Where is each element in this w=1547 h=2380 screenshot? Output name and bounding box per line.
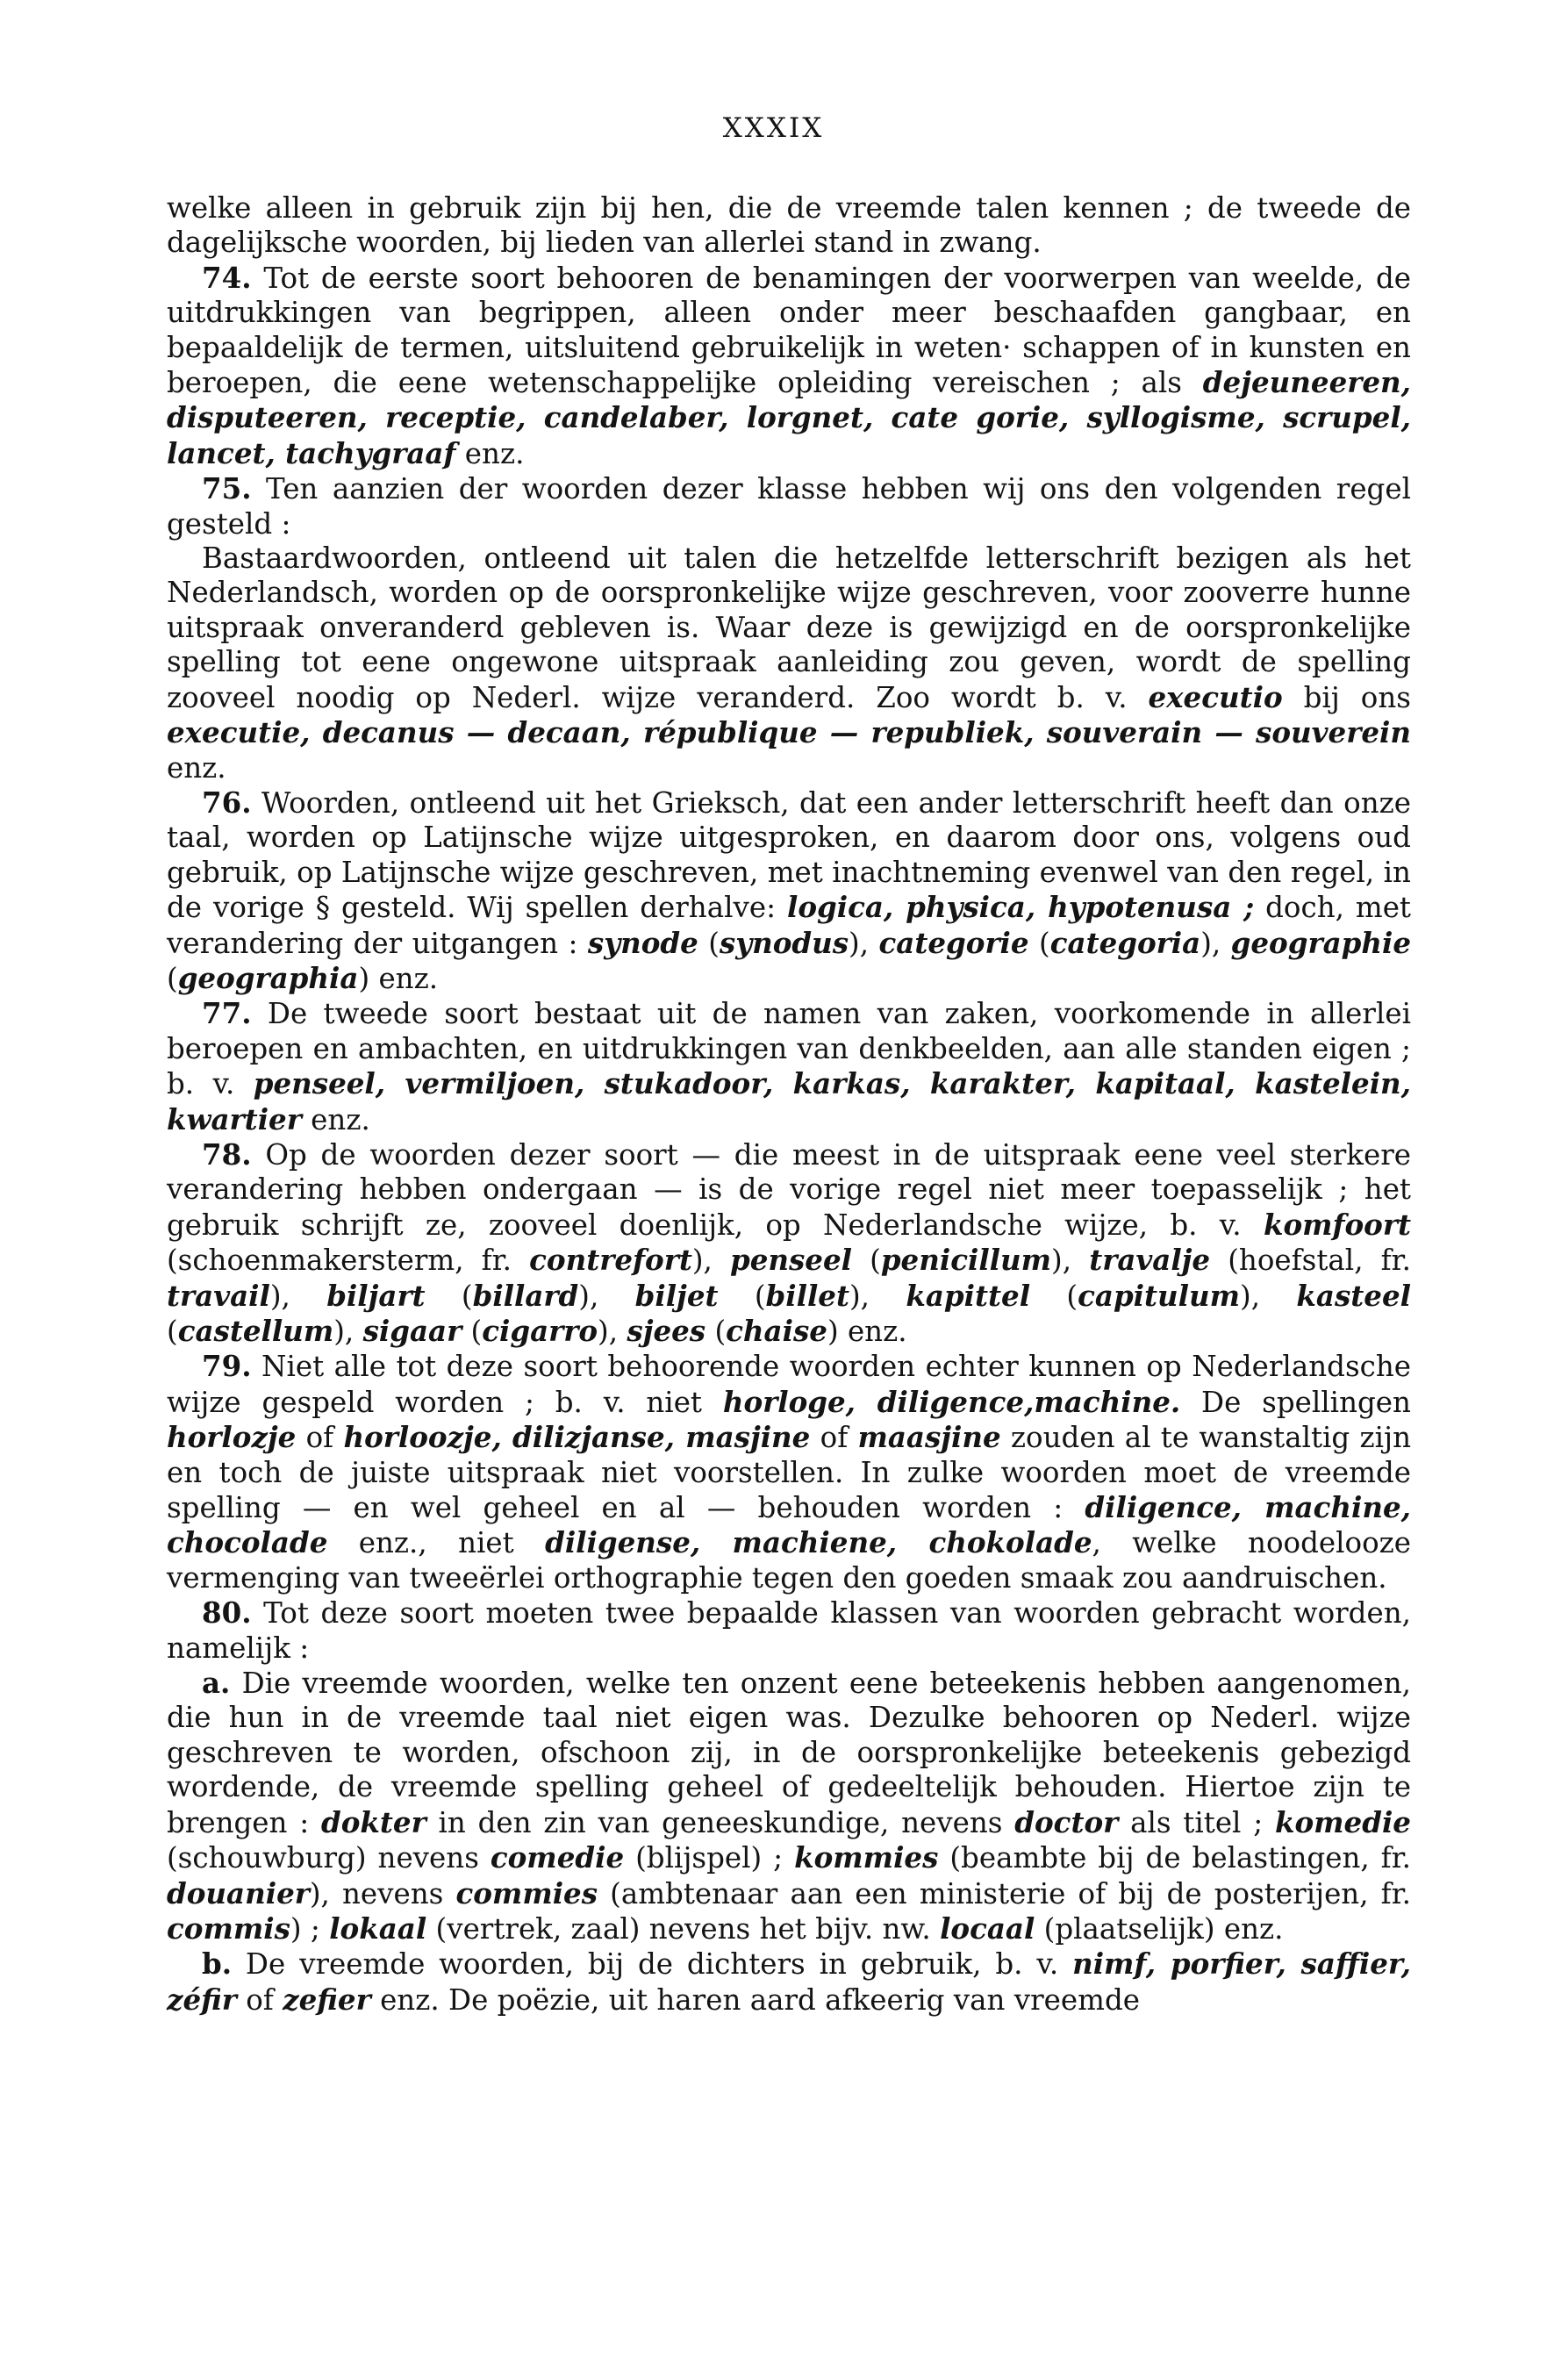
italic-term: categorie	[878, 925, 1029, 960]
italic-term: commis	[167, 1910, 290, 1946]
italic-term: kommies	[794, 1840, 939, 1875]
text-run: De spellingen	[1180, 1385, 1411, 1419]
text-run: bij ons	[1282, 680, 1411, 714]
text-run: doch, met verandering der uitgangen :	[167, 891, 1411, 960]
text-run: (beambte bij de belastingen, fr.	[938, 1841, 1411, 1875]
italic-term: comedie	[490, 1840, 625, 1875]
text-run: (	[698, 926, 720, 960]
italic-term: penseel	[729, 1243, 852, 1278]
text-run: Woorden, ontleend uit het Grieksch, dat een ander letterschrift heeft dan onze taal, worden op Latijnsche wijze uitgesproken, en daarom door ons, volgens oud gebruik, op Latijnsche wijze geschreven, met inachtneming evenwel van den regel, in de vorige § gesteld. Wij spellen derhalve:	[167, 785, 1411, 925]
text-run: (	[425, 1279, 473, 1313]
paragraph-number: 77.	[202, 996, 252, 1031]
text-run: ),	[1200, 926, 1231, 960]
italic-term: locaal	[940, 1910, 1035, 1946]
text-run: enz.	[167, 750, 226, 785]
text-run: ),	[578, 1279, 635, 1313]
text-run: Die vreemde woorden, welke ten onzent eene beteekenis hebben aangenomen, die hun in de vreemde taal niet eigen was. Dezulke behooren op Nederl. wijze geschreven te worden, ofschoon zij, in de oorspronkelijke beteekenis gebezigd wordende, de vreemde spelling geheel of gedeeltelijk behouden. Hiertoe zijn te brengen :	[167, 1667, 1411, 1839]
italic-term: kapittel	[906, 1278, 1031, 1313]
text-run: ),	[269, 1279, 327, 1313]
text-run: (	[167, 961, 178, 995]
italic-term: penicillum	[880, 1243, 1052, 1278]
italic-term: dokter	[321, 1804, 426, 1839]
italic-term: cigarro	[482, 1314, 598, 1348]
paragraph-number: 75.	[202, 471, 252, 506]
italic-term: biljet	[634, 1278, 719, 1313]
text-run: (	[705, 1315, 727, 1348]
text-run: Tot deze soort moeten twee bepaalde klassen van woorden gebracht worden, namelijk :	[167, 1596, 1411, 1665]
text-run: (	[462, 1315, 483, 1348]
text-run: in den zin van geneeskundige, nevens	[426, 1805, 1015, 1839]
italic-term: douanier	[167, 1875, 310, 1910]
italic-term: castellum	[177, 1314, 334, 1348]
text-run: (	[1030, 1279, 1078, 1313]
text-run: ),	[333, 1315, 363, 1348]
text-run: (	[718, 1279, 766, 1313]
paragraph-80a	[167, 1666, 1411, 1946]
paragraph-75	[167, 471, 1411, 541]
italic-term: doctor	[1014, 1804, 1119, 1839]
paragraph-number: 74.	[202, 260, 252, 295]
text-run: enz., niet	[327, 1526, 546, 1560]
italic-term: lokaal	[329, 1910, 427, 1946]
italic-term: executie, decanus — decaan, république — republiek, souverain — souverein	[167, 715, 1411, 750]
italic-term: sjees	[627, 1314, 706, 1348]
text-run: zouden al te wanstaltig zijn en toch de juiste uitspraak niet voorstellen. In zulke woorden moet de vreemde spelling — en wel geheel en al — behouden worden :	[167, 1421, 1411, 1525]
italic-term: executio	[1148, 679, 1283, 714]
text-run: of	[296, 1421, 344, 1455]
text-run: Bastaardwoorden, ontleend uit talen die hetzelfde letterschrift bezigen als het Nederlandsch, worden op de oorspronkelijke wijze geschreven, voor zooverre hunne uitspraak onveranderd gebleven is. Waar deze is gewijzigd en de oorspronkelijke spelling tot eene ongewone uitspraak aanleiding zou geven, wordt de spelling zooveel noodig op Nederl. wijze veranderd. Zoo wordt b. v.	[167, 541, 1411, 714]
text-run: enz.	[301, 1102, 370, 1136]
text-run: (schouwburg) nevens	[167, 1841, 491, 1875]
paragraph-number: 79.	[202, 1349, 252, 1384]
italic-term: geographia	[177, 960, 359, 995]
text-run: ),	[691, 1244, 730, 1278]
italic-term: penseel, vermiljoen, stukadoor, karkas, karakter, kapitaal, kastelein, kwartier	[167, 1066, 1411, 1136]
paragraph-77	[167, 996, 1411, 1137]
italic-term: billard	[472, 1278, 579, 1313]
italic-term: maasjine	[857, 1420, 1001, 1455]
text-run: (blijspel) ;	[624, 1841, 795, 1875]
text-run: (	[1028, 926, 1050, 960]
text-run: enz. De poëzie, uit haren aard afkeerig van vreemde	[370, 1982, 1140, 2017]
italic-term: kasteel	[1296, 1278, 1411, 1313]
text-run: (vertrek, zaal) nevens het bijv. nw.	[426, 1911, 941, 1946]
text-run: (	[167, 1315, 178, 1348]
italic-term: komedie	[1274, 1804, 1411, 1839]
paragraph-rule	[167, 541, 1411, 785]
italic-term: geographie	[1230, 925, 1412, 960]
italic-term: logica, physica, hypotenusa ;	[786, 890, 1255, 925]
text-run: ),	[598, 1315, 627, 1348]
text-run: ) enz.	[827, 1315, 907, 1348]
paragraph-79	[167, 1349, 1411, 1595]
text-run: ) ;	[290, 1911, 330, 1946]
italic-term: horlozje	[167, 1420, 297, 1455]
text-run: welke alleen in gebruik zijn bij hen, die de vreemde talen kennen ; de tweede de dagelijksche woorden, bij lieden van allerlei stand in zwang.	[167, 191, 1411, 260]
paragraph-74	[167, 261, 1411, 471]
paragraph-80	[167, 1595, 1411, 1666]
text-run: (schoenmakersterm, fr.	[167, 1244, 530, 1278]
italic-term: synodus	[719, 925, 849, 960]
paragraph-number: 76.	[202, 785, 252, 820]
text-run: Niet alle tot deze soort behoorende woorden echter kunnen op Nederlandsche wijze gespeld worden ; b. v. niet	[167, 1350, 1411, 1419]
text-run: ),	[849, 926, 879, 960]
text-run: De vreemde woorden, bij de dichters in gebruik, b. v.	[245, 1947, 1073, 1982]
paragraph-number: 80.	[202, 1595, 252, 1631]
paragraph-78	[167, 1137, 1411, 1349]
italic-term: zefier	[283, 1982, 371, 2017]
italic-term: chaise	[726, 1314, 827, 1348]
text-run: (hoefstal, fr.	[1210, 1244, 1411, 1278]
italic-term: biljart	[326, 1278, 426, 1313]
paragraph-number: b.	[202, 1946, 233, 1982]
paragraph-76	[167, 785, 1411, 996]
italic-term: sigaar	[362, 1314, 462, 1348]
italic-term: categoria	[1049, 925, 1201, 960]
italic-term: travail	[167, 1278, 270, 1313]
italic-term: komfoort	[1263, 1207, 1411, 1242]
page-body	[167, 191, 1411, 2018]
text-run: Op de woorden dezer soort — die meest in de uitspraak eene veel sterkere verandering hebben ondergaan — is de vorige regel niet meer toepasselijk ; het gebruik schrijft ze, zooveel doenlijk, op Nederlandsche wijze, b. v.	[167, 1137, 1411, 1242]
text-run: (ambtenaar aan een ministerie of bij de posterijen, fr.	[598, 1876, 1411, 1910]
italic-term: nimf, porfier, saffier, zéfir	[167, 1946, 1411, 2017]
italic-term: billet	[765, 1278, 849, 1313]
text-run: ),	[849, 1279, 906, 1313]
paragraph-number: 78.	[202, 1136, 252, 1172]
text-run: Ten aanzien der woorden dezer klasse hebben wij ons den volgenden regel gesteld :	[167, 472, 1411, 541]
text-run: (plaatselijk) enz.	[1035, 1911, 1284, 1946]
text-run: ),	[1240, 1279, 1297, 1313]
text-run: als titel ;	[1118, 1805, 1275, 1839]
paragraph-continuation	[167, 191, 1411, 261]
italic-term: commies	[455, 1875, 598, 1910]
paragraph-number: a.	[202, 1666, 231, 1701]
italic-term: dejeuneeren, disputeeren, receptie, candelaber, lorgnet, cate gorie, syllogisme, scrupel, lancet, tachygraaf	[167, 365, 1411, 470]
italic-term: horloozje, dilizjanse, masjine	[343, 1420, 811, 1455]
page-number: XXXIX	[722, 112, 825, 144]
italic-term: horloge, diligence,machine.	[722, 1384, 1181, 1419]
text-run: ), nevens	[309, 1876, 456, 1910]
italic-term: capitulum	[1078, 1278, 1241, 1313]
text-run: ),	[1051, 1244, 1090, 1278]
text-run: , welke noodelooze vermenging van tweeërlei orthographie tegen den goeden smaak zou aandruischen.	[167, 1526, 1412, 1595]
text-run: (	[852, 1244, 881, 1278]
text-run: De tweede soort bestaat uit de namen van zaken, voorkomende in allerlei beroepen en ambachten, en uitdrukkingen van denkbeelden, aan alle standen eigen ; b. v.	[167, 997, 1411, 1101]
italic-term: contrefort	[529, 1243, 692, 1278]
text-run: enz.	[455, 436, 525, 470]
text-run: of	[236, 1982, 283, 2017]
italic-term: synode	[587, 925, 698, 960]
paragraph-80b	[167, 1946, 1411, 2018]
text-run: of	[810, 1421, 858, 1455]
text-run: Tot de eerste soort behooren de benamingen der voorwerpen van weelde, de uitdrukkingen van begrippen, alleen onder meer beschaafden gangbaar, en bepaaldelijk de termen, uitsluitend gebruikelijk in weten· schappen of in kunsten en beroepen, die eene wetenschappelijke opleiding vereischen ; als	[167, 261, 1411, 400]
italic-term: travalje	[1089, 1243, 1211, 1278]
text-run: ) enz.	[358, 961, 439, 995]
italic-term: diligense, machiene, chokolade	[545, 1525, 1092, 1560]
italic-term: diligence, machine, chocolade	[167, 1490, 1411, 1560]
